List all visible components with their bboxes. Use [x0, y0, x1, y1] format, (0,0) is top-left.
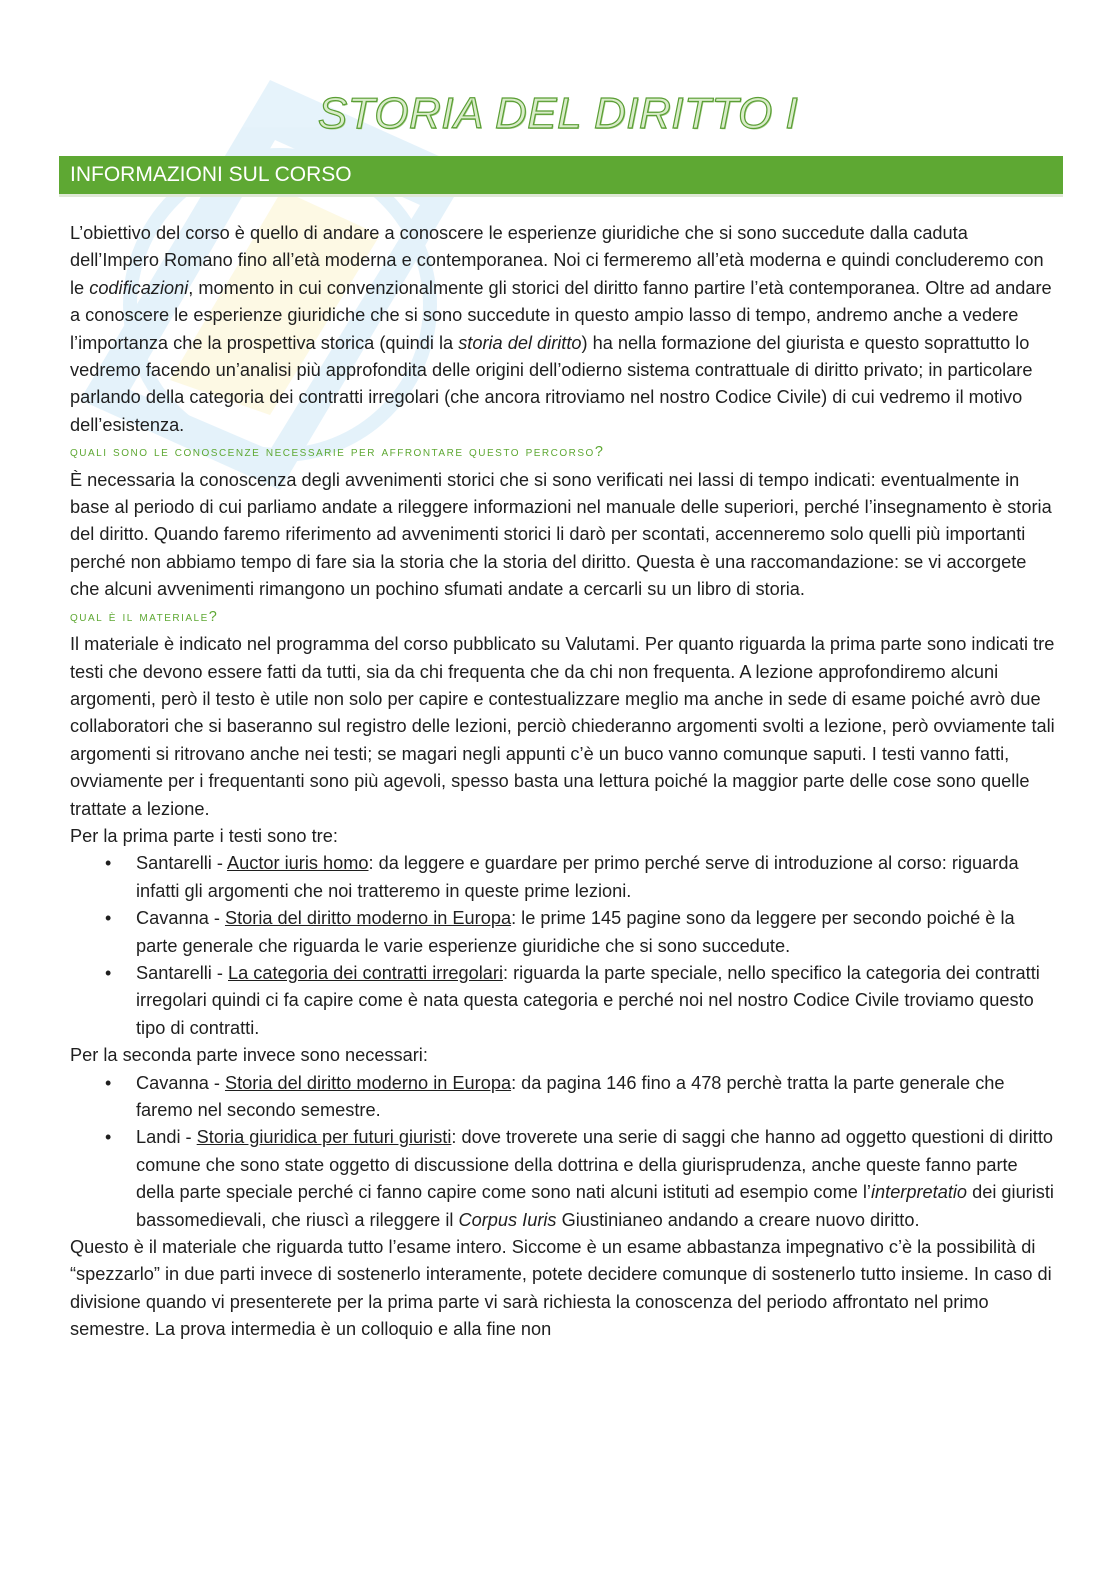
intro-emphasis-2: storia del diritto	[458, 332, 582, 353]
book-description: : dove troverete una serie di saggi che hanno ad oggetto questioni di diritto comune che sono state oggetto di discussione della dottrina e della giurisprudenza, anche queste fanno parte della parte speciale perché ci fanno capire come sono nati alcuni istituti ad esempio come l’	[136, 1127, 1054, 1203]
section-banner: INFORMAZIONI SUL CORSO	[59, 156, 1063, 194]
intro-text-1: L’obiettivo del corso è quello di andare a conoscere le esperienze giuridiche che si sono succedute dalla caduta dell’Impero Romano fino all’età moderna e contemporanea. Noi ci fermeremo all’età moderna e quindi concluderemo con le	[70, 223, 1044, 298]
intro-emphasis-1: codificazioni	[89, 277, 189, 298]
heading-conoscenze: quali sono le conoscenze necessarie per affrontare questo percorso?	[70, 444, 605, 461]
list-item	[70, 1070, 1060, 1125]
book-description: : da pagina 146 fino a 478 perchè tratta la parte generale che faremo nel secondo semestre.	[136, 1072, 1005, 1120]
book-description-end: Giustinianeo andando a creare nuovo diritto.	[556, 1209, 920, 1230]
intro-paragraph	[70, 220, 1060, 439]
book-description-cont: dei giuristi bassomedievali, che riuscì a rileggere il	[136, 1182, 1054, 1230]
list-item	[70, 1124, 1060, 1234]
book-title: Storia del diritto moderno in Europa	[224, 1072, 512, 1093]
book-title: Auctor iuris homo	[226, 853, 369, 874]
book-title: Storia del diritto moderno in Europa	[224, 908, 512, 929]
book-description: : da leggere e guardare per primo perché serve di introduzione al corso: riguarda infatti gli argomenti che noi tratteremo in queste prime lezioni.	[136, 853, 1019, 901]
seconda-parte-intro: Per la seconda parte invece sono necessari:	[70, 1045, 428, 1066]
paragraph-conoscenze: È necessaria la conoscenza degli avvenimenti storici che si sono verificati nei lassi di tempo indicati: eventualmente in base al periodo di cui parliamo andate a rileggere informazioni nel manuale delle superiori, perché l’insegnamento è storia del diritto. Quando faremo riferimento ad avvenimenti storici li darò per scontati, accenneremo solo quelli più importanti perché non abbiamo tempo di fare sia la storia che la storia del diritto. Questa è una raccomandazione: se vi accorgete che alcuni avvenimenti rimangono un pochino sfumati andate a cercarli su un libro di storia.	[70, 469, 1052, 600]
document-body	[70, 220, 1060, 1344]
document-title: STORIA DEL DIRITTO I	[317, 89, 799, 138]
book-description: : riguarda la parte speciale, nello specifico la categoria dei contratti irregolari quindi ci fa capire come è nata questa categoria e perché noi nel nostro Codice Civile troviamo questo tipo di contratti.	[136, 962, 1040, 1038]
paragraph-esame: Questo è il materiale che riguarda tutto l’esame intero. Siccome è un esame abbastanza impegnativo c’è la possibilità di “spezzarlo” in due parti invece di sostenerlo interamente, potete decidere comunque di sostenerlo tutto insieme. In caso di divisione quando vi presenterete per la prima parte vi sarà richiesta la conoscenza del periodo affrontato nel primo semestre. La prova intermedia è un colloquio e alla fine non	[70, 1237, 1052, 1340]
intro-text-3: ) ha nella formazione del giurista e questo soprattutto lo vedremo facendo un’analisi più approfondita delle origini dell’odierno sistema contrattuale di diritto privato; in particolare parlando della categoria dei contratti irregolari (che ancora ritroviamo nel nostro Codice Civile) di cui vedremo il motivo dell’esistenza.	[70, 332, 1033, 435]
prima-parte-intro: Per la prima parte i testi sono tre:	[70, 825, 338, 846]
intro-text-2: , momento in cui convenzionalmente gli storici del diritto fanno partire l’età contemporanea. Oltre ad andare a conoscere le esperienze giuridiche che si sono succedute in questo ampio lasso di tempo, andremo anche a vedere l’importanza che la prospettiva storica (quindi la	[70, 277, 1052, 353]
book-title: Storia giuridica per futuri giuristi	[196, 1127, 452, 1148]
book-author: Cavanna -	[136, 1072, 225, 1093]
emphasis-interpretatio: interpretatio	[870, 1182, 968, 1203]
list-item	[70, 905, 1060, 960]
emphasis-corpus-iuris: Corpus Iuris	[458, 1209, 557, 1230]
paragraph-materiale: Il materiale è indicato nel programma del corso pubblicato su Valutami. Per quanto riguarda la prima parte sono indicati tre testi che devono essere fatti da tutti, sia da chi frequenta che da chi non frequenta. A lezione approfondiremo alcuni argomenti, però il testo è utile non solo per capire e contestualizzare meglio ma anche in sede di esame poiché avrò due collaboratori che si baseranno sul registro delle lezioni, perciò chiederanno argomenti svolti a lezione, però ovviamente tali argomenti si ritrovano anche nei testi; se magari negli appunti c’è un buco vanno comunque saputi. I testi vanno fatti, ovviamente per i frequentanti sono più agevoli, spesso basta una lettura poiché la maggior parte delle cose sono quelle trattate a lezione.	[70, 634, 1055, 819]
heading-materiale: qual è il materiale?	[70, 608, 219, 625]
prima-parte-list	[70, 850, 1060, 1042]
seconda-parte-list	[70, 1070, 1060, 1234]
list-item	[70, 850, 1060, 905]
book-author: Santarelli -	[136, 853, 227, 874]
book-author: Landi -	[136, 1127, 197, 1148]
book-title: La categoria dei contratti irregolari	[228, 962, 503, 983]
list-item	[70, 960, 1060, 1042]
book-author: Cavanna -	[136, 908, 225, 929]
book-author: Santarelli -	[136, 962, 228, 983]
book-description: : le prime 145 pagine sono da leggere per secondo poiché è la parte generale che riguarda le varie esperienze giuridiche che si sono succedute.	[136, 908, 1015, 956]
